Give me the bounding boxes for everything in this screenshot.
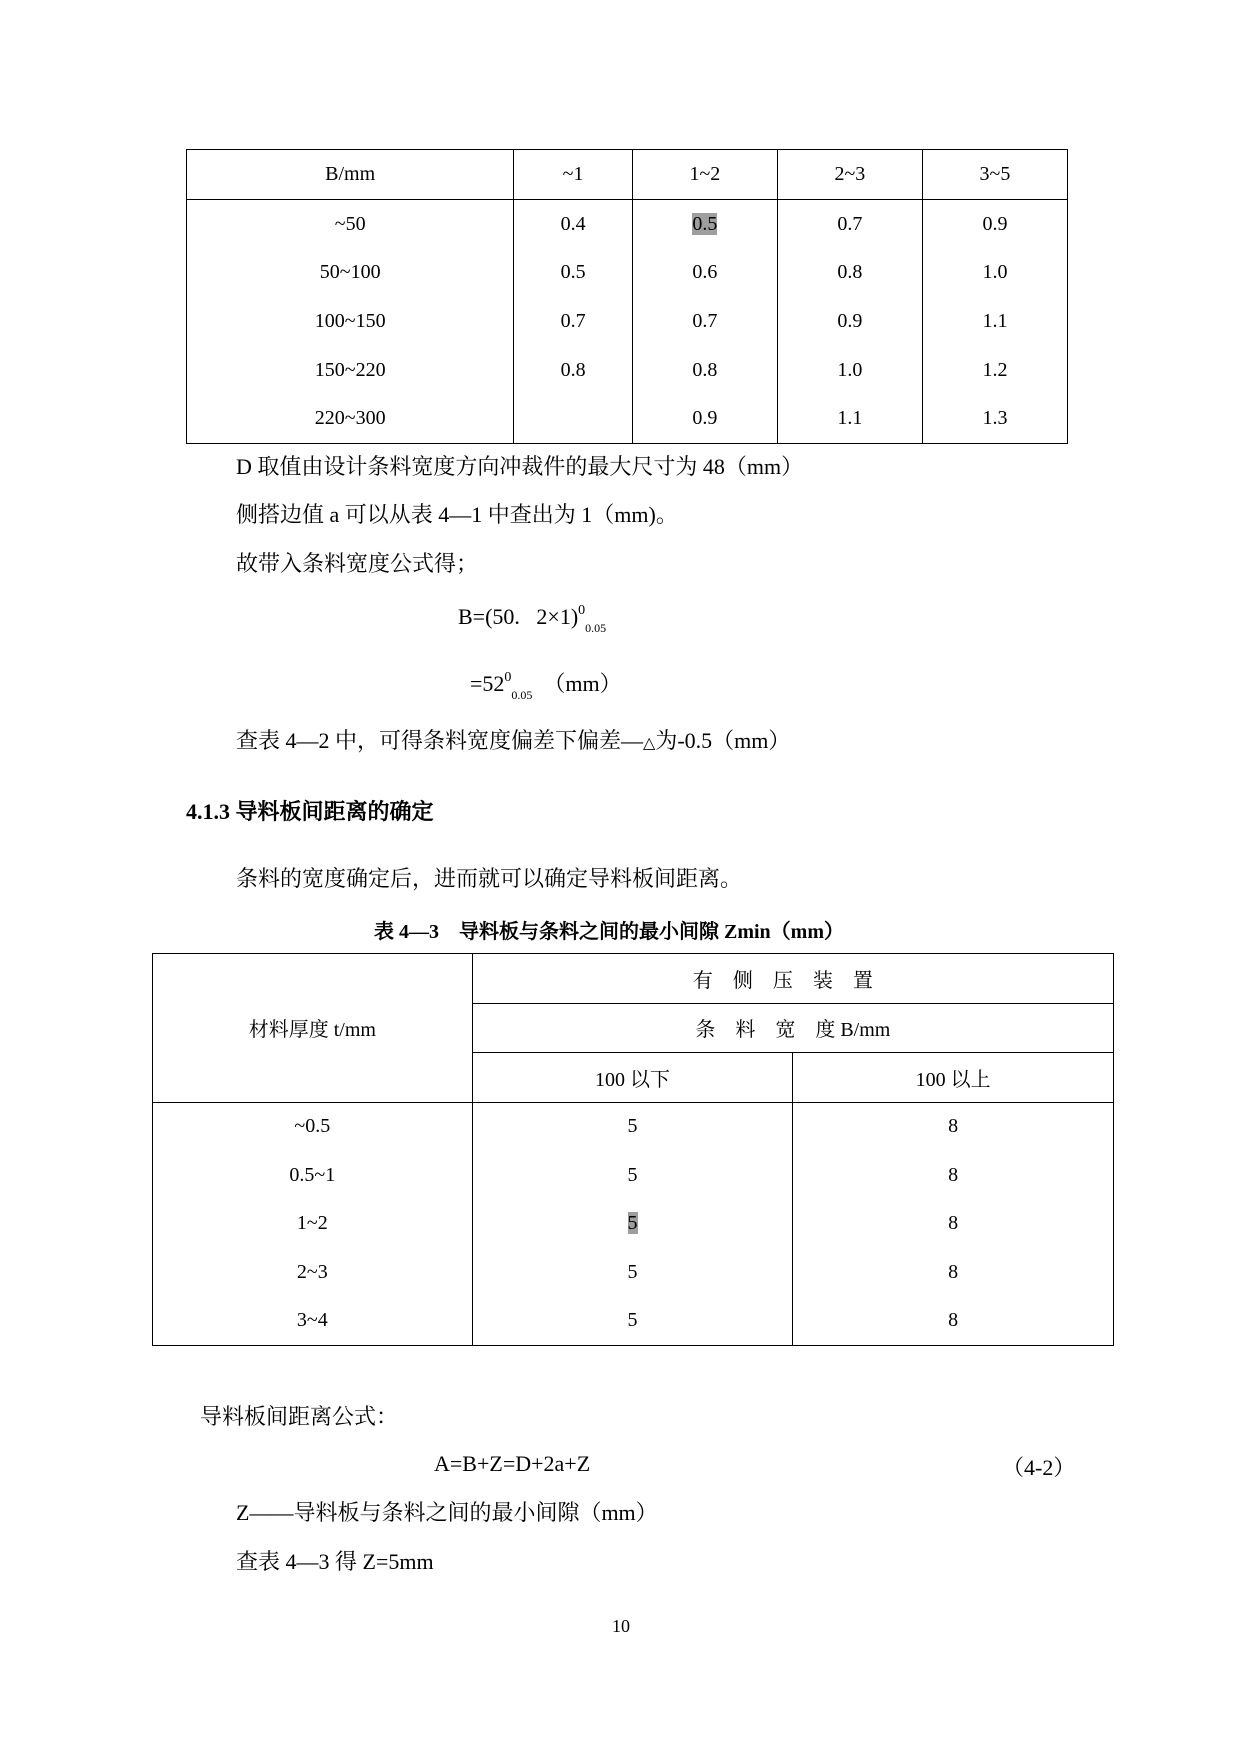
table-cell: 5 [472, 1248, 793, 1297]
table-header-cell: 100 以下 [472, 1053, 793, 1103]
table-header-cell [472, 1003, 1113, 1053]
table-cell: 1.1 [777, 394, 922, 443]
table-cell: 50~100 [187, 249, 514, 298]
table-cell: 1.2 [922, 346, 1067, 395]
table-row [187, 249, 1068, 298]
section-number: 4.1.3 [186, 799, 230, 824]
table-cell: 0.9 [777, 297, 922, 346]
formula-unit: （mm） [543, 671, 622, 696]
table-cell: 1.0 [777, 346, 922, 395]
paragraph-lookup-tolerance [236, 726, 790, 759]
table-header-row [153, 954, 1114, 1004]
table-cell: 0.9 [632, 394, 777, 443]
formula-superscript: 0 [578, 603, 586, 618]
formula-lhs: B= [458, 604, 486, 629]
table-cell: 0.7 [514, 297, 632, 346]
paragraph-text: 为-0.5（mm） [655, 728, 791, 753]
min-gap-table [152, 953, 1114, 1346]
formula-dot: . [514, 604, 520, 629]
table-header-row [187, 150, 1068, 200]
table-row [153, 1151, 1114, 1200]
table-row [153, 1248, 1114, 1297]
table-header-cell: ~1 [514, 150, 632, 200]
highlighted-value: 5 [627, 1212, 638, 1235]
table-cell: 5 [472, 1151, 793, 1200]
table-cell: 8 [793, 1297, 1114, 1346]
table-header-cell: 1~2 [632, 150, 777, 200]
table-cell: 0.8 [632, 346, 777, 395]
table-header-cell: 100 以上 [793, 1053, 1114, 1103]
table-cell: 0.8 [777, 249, 922, 298]
table-cell: 8 [793, 1102, 1114, 1151]
table-cell: 0.4 [514, 200, 632, 249]
table-row [187, 346, 1068, 395]
table-row [153, 1200, 1114, 1249]
z-definition: Z——导料板与条料之间的最小间隙（mm） [236, 1500, 658, 1525]
section-heading [186, 795, 434, 826]
delta-symbol: △ [643, 735, 656, 752]
table-header-cell: B/mm [187, 150, 514, 200]
formula-strip-width-result [470, 667, 622, 702]
formula-term: (50 [485, 604, 515, 629]
table-row [153, 1297, 1114, 1346]
header-text: 条料宽 [695, 1019, 816, 1042]
table-row [187, 200, 1068, 249]
strip-width-tolerance-table [186, 149, 1068, 444]
table-cell: 220~300 [187, 394, 514, 443]
equation-number: （4-2） [1002, 1455, 1076, 1480]
table-cell: 0.8 [514, 346, 632, 395]
table-row [153, 1102, 1114, 1151]
header-text: 度 B/mm [815, 1019, 891, 1042]
table-cell: 0.7 [777, 200, 922, 249]
formula-lhs: =52 [470, 671, 505, 696]
table-cell: 3~4 [153, 1297, 473, 1346]
table-header-cell: 2~3 [777, 150, 922, 200]
table-cell: 5 [472, 1297, 793, 1346]
table-row [187, 297, 1068, 346]
table-cell: 1.1 [922, 297, 1067, 346]
table-cell: ~50 [187, 200, 514, 249]
table-cell: 0.5~1 [153, 1151, 473, 1200]
highlighted-value: 0.5 [692, 212, 718, 235]
table-cell: ~0.5 [153, 1102, 473, 1151]
paragraph-substitute: 故带入条料宽度公式得； [236, 551, 479, 576]
table-caption: 表 4—3 导料板与条料之间的最小间隙 Zmin（mm） [374, 921, 844, 943]
table-cell: 8 [793, 1151, 1114, 1200]
formula-term: 2×1) [536, 604, 579, 629]
formula-subscript: 0.05 [585, 621, 607, 635]
table-cell: 8 [793, 1248, 1114, 1297]
guide-distance-equation: A=B+Z=D+2a+Z [434, 1451, 591, 1476]
formula-intro: 导料板间距离公式： [200, 1404, 399, 1429]
table-cell: 0.9 [922, 200, 1067, 249]
table-header-cell: 3~5 [922, 150, 1067, 200]
table-cell: 5 [472, 1102, 793, 1151]
paragraph-text: 查表 4—2 中，可得条料宽度偏差下偏差— [236, 728, 644, 753]
formula-superscript: 0 [504, 670, 512, 685]
table-cell: 0.6 [632, 249, 777, 298]
table-cell: 100~150 [187, 297, 514, 346]
page-number: 10 [612, 1616, 630, 1636]
table-cell [514, 394, 632, 443]
table-cell: 1.0 [922, 249, 1067, 298]
table-row [187, 394, 1068, 443]
paragraph-side-overlap: 侧搭边值 a 可以从表 4—1 中查出为 1（mm)。 [236, 502, 678, 527]
table-cell [632, 200, 777, 249]
table-cell: 150~220 [187, 346, 514, 395]
table-cell: 1.3 [922, 394, 1067, 443]
formula-subscript: 0.05 [511, 688, 533, 702]
table-cell: 0.5 [514, 249, 632, 298]
z-lookup: 查表 4—3 得 Z=5mm [236, 1549, 434, 1574]
formula-strip-width [458, 603, 607, 635]
table-cell [472, 1200, 793, 1249]
paragraph-guide-distance: 条料的宽度确定后，进而就可以确定导料板间距离。 [236, 866, 743, 891]
table-header-cell: 有侧压装置 [472, 954, 1113, 1004]
table-header-cell: 材料厚度 t/mm [153, 954, 473, 1103]
table-cell: 8 [793, 1200, 1114, 1249]
table-cell: 0.7 [632, 297, 777, 346]
paragraph-d-value: D 取值由设计条料宽度方向冲裁件的最大尺寸为 48（mm） [236, 454, 804, 479]
section-title: 导料板间距离的确定 [235, 799, 434, 824]
table-cell: 2~3 [153, 1248, 473, 1297]
table-cell: 1~2 [153, 1200, 473, 1249]
